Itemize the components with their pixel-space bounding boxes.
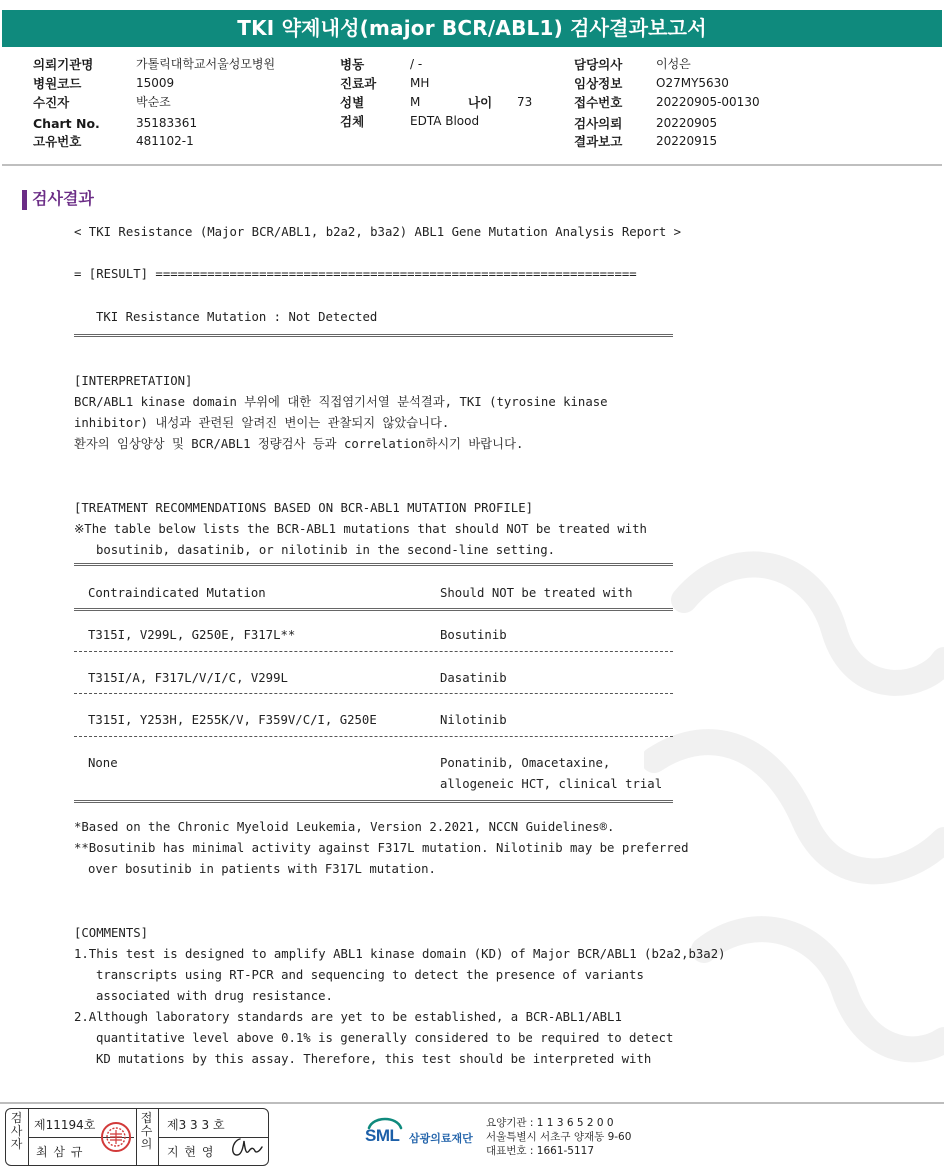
divider	[74, 608, 673, 611]
comment-line: KD mutations by this assay. Therefore, this test should be interpreted with	[96, 1052, 652, 1066]
request-date-label: 검사의뢰	[574, 116, 623, 131]
hospital-code-label: 병원코드	[33, 76, 82, 91]
unique-no-label: 고유번호	[33, 134, 82, 149]
footnote: **Bosutinib has minimal activity against F317L mutation. Nilotinib may be preferred	[74, 841, 689, 855]
age-label: 나이	[468, 95, 493, 110]
divider	[74, 334, 673, 337]
reviewer-name: 지 현 영	[167, 1145, 215, 1159]
treatment-note: ※The table below lists the BCR-ABL1 mutations that should NOT be treated with	[74, 522, 647, 536]
interpretation-line: 환자의 임상양상 및 BCR/ABL1 정량검사 등과 correlation하시기 바랍니다.	[74, 437, 524, 451]
comment-line: 1.This test is designed to amplify ABL1 kinase domain (KD) of Major BCR/ABL1 (b2a2,b3a2)	[74, 947, 726, 961]
examiner-name: 최 삼 규	[36, 1145, 84, 1159]
interpretation-line: BCR/ABL1 kinase domain 부위에 대한 직접염기서열 분석결과, TKI (tyrosine kinase	[74, 395, 608, 409]
reviewer-label: 접 수 의	[140, 1111, 153, 1151]
chart-no-label: Chart No.	[33, 116, 100, 131]
interpretation-line: inhibitor) 내성과 관련된 알려진 변이는 관찰되지 않았습니다.	[74, 416, 450, 430]
signature-icon	[228, 1135, 264, 1161]
chart-no-value: 35183361	[136, 116, 198, 130]
ward-value: / -	[410, 57, 423, 71]
table-cell-drug: Dasatinib	[440, 671, 507, 685]
seal-stamp-icon	[100, 1121, 132, 1153]
specimen-label: 검체	[340, 114, 365, 129]
report-date-value: 20220915	[656, 134, 718, 148]
unique-no-value: 481102-1	[136, 134, 194, 148]
table-cell-drug: Ponatinib, Omacetaxine,	[440, 756, 611, 770]
doctor-value: 이성은	[656, 57, 691, 71]
institution-value: 가톨릭대학교서울성모병원	[136, 57, 276, 71]
comment-line: transcripts using RT-PCR and sequencing to detect the presence of variants	[96, 968, 644, 982]
table-cell-mutation: T315I, V299L, G250E, F317L**	[88, 628, 296, 642]
divider	[136, 1109, 137, 1165]
comment-line: quantitative level above 0.1% is generally considered to be required to detect	[96, 1031, 674, 1045]
sex-label: 성별	[340, 95, 365, 110]
treatment-note: bosutinib, dasatinib, or nilotinib in the second-line setting.	[96, 543, 556, 557]
interpretation-title: [INTERPRETATION]	[74, 374, 193, 388]
request-date-value: 20220905	[656, 116, 718, 130]
header-divider	[2, 164, 942, 166]
comment-line: associated with drug resistance.	[96, 989, 333, 1003]
divider	[74, 800, 673, 803]
section-title: 검사결과	[32, 189, 94, 208]
age-value: 73	[517, 95, 533, 109]
accession-value: 20220905-00130	[656, 95, 760, 109]
table-cell-mutation: T315I/A, F317L/V/I/C, V299L	[88, 671, 288, 685]
specimen-value: EDTA Blood	[410, 114, 480, 128]
footnote: over bosutinib in patients with F317L mutation.	[88, 862, 436, 876]
table-header-mutation: Contraindicated Mutation	[88, 586, 266, 600]
sex-value: M	[410, 95, 421, 109]
doctor-label: 담당의사	[574, 57, 623, 72]
comments-title: [COMMENTS]	[74, 926, 149, 940]
lab-address: 서울특별시 서초구 양재동 9-60	[486, 1131, 632, 1143]
comment-line: 2.Although laboratory standards are yet to be established, a BCR-ABL1/ABL1	[74, 1010, 622, 1024]
report-title: TKI 약제내성(major BCR/ABL1) 검사결과보고서	[2, 10, 942, 47]
report-heading: < TKI Resistance (Major BCR/ABL1, b2a2, b3a2) ABL1 Gene Mutation Analysis Report >	[74, 225, 682, 239]
department-label: 진료과	[340, 76, 377, 91]
row-divider	[74, 651, 673, 652]
lab-phone: 대표번호 : 1661-5117	[486, 1145, 595, 1157]
signature-box	[5, 1108, 269, 1166]
patient-label: 수진자	[33, 95, 70, 110]
table-cell-drug: Nilotinib	[440, 713, 507, 727]
table-cell-mutation: T315I, Y253H, E255K/V, F359V/C/I, G250E	[88, 713, 377, 727]
divider	[74, 563, 673, 566]
table-cell-drug: allogeneic HCT, clinical trial	[440, 777, 663, 791]
footnote: *Based on the Chronic Myeloid Leukemia, Version 2.2021, NCCN Guidelines®.	[74, 820, 615, 834]
examiner-license: 제11194호	[34, 1118, 96, 1132]
ward-label: 병동	[340, 57, 365, 72]
report-date-label: 결과보고	[574, 134, 623, 149]
accession-label: 접수번호	[574, 95, 623, 110]
table-cell-mutation: None	[88, 756, 118, 770]
patient-value: 박순조	[136, 95, 171, 109]
table-header-drug: Should NOT be treated with	[440, 586, 633, 600]
organization-name: 삼광의료재단	[409, 1132, 473, 1145]
lab-contact-info	[486, 1116, 631, 1158]
row-divider	[74, 693, 673, 694]
examiner-label: 검 사 자	[10, 1111, 23, 1151]
care-institution-no: 요양기관 : 1 1 3 6 5 2 0 0	[486, 1117, 614, 1129]
sml-wordmark: SML	[365, 1126, 400, 1145]
clinical-info-value: O27MY5630	[656, 76, 729, 90]
institution-label: 의뢰기관명	[33, 57, 94, 72]
table-cell-drug: Bosutinib	[440, 628, 507, 642]
result-text: TKI Resistance Mutation : Not Detected	[96, 310, 378, 324]
background-watermark	[644, 520, 944, 1080]
hospital-code-value: 15009	[136, 76, 175, 90]
treatment-title: [TREATMENT RECOMMENDATIONS BASED ON BCR-ABL1 MUTATION PROFILE]	[74, 501, 534, 515]
section-marker	[22, 190, 27, 210]
row-divider	[74, 736, 673, 737]
reviewer-license: 제3 3 3 호	[167, 1118, 225, 1132]
result-line: = [RESULT] =================================================================	[74, 267, 637, 281]
footer-divider	[0, 1102, 944, 1104]
department-value: MH	[410, 76, 430, 90]
clinical-info-label: 임상정보	[574, 76, 623, 91]
